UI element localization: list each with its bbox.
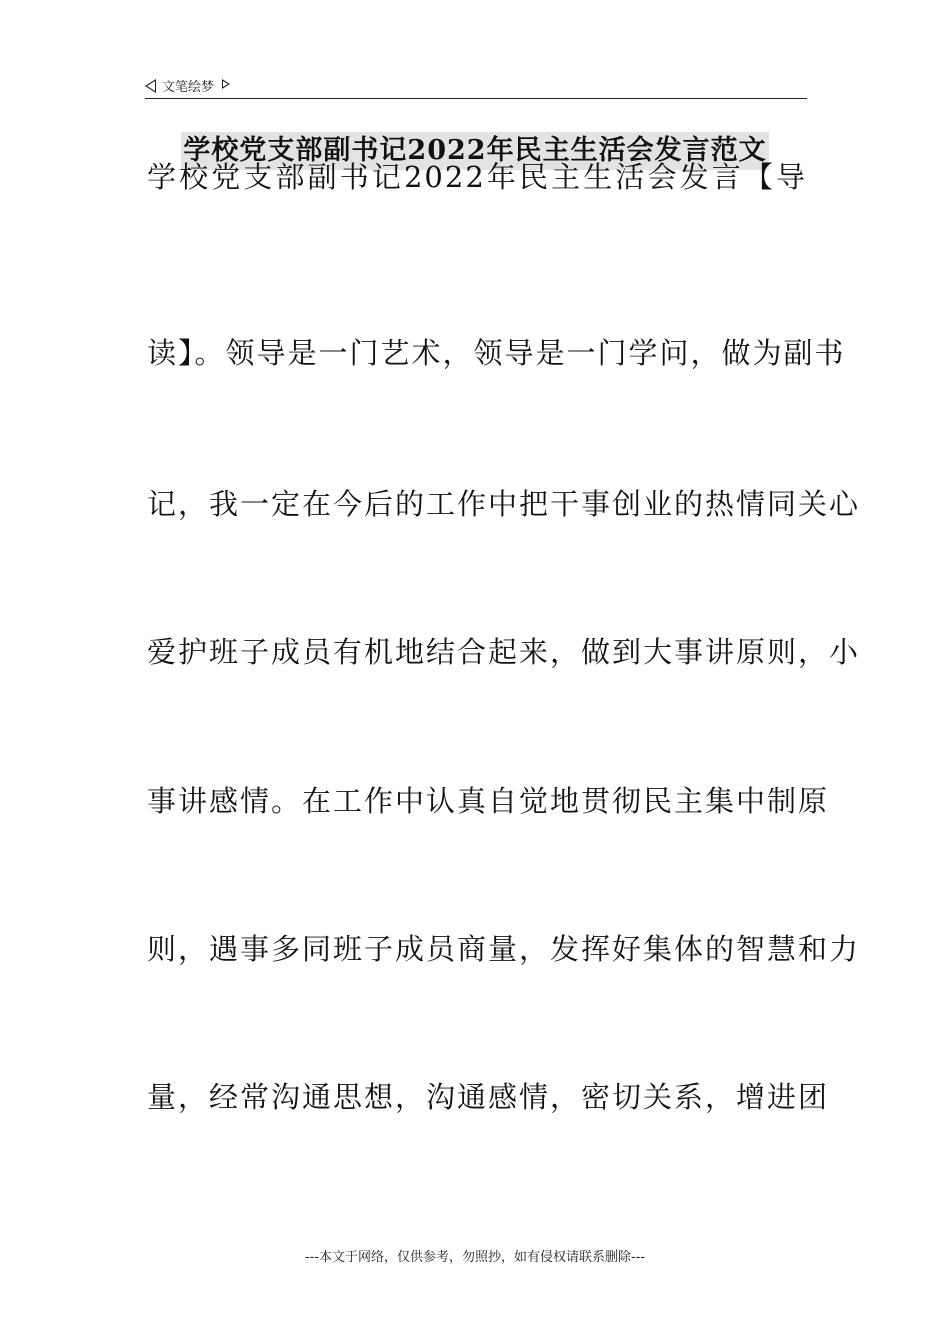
header-brand-group	[145, 76, 230, 95]
page-footer: ---本文于网络，仅供参考，勿照抄，如有侵权请联系删除---	[304, 1250, 646, 1265]
body-line-7: 量，经常沟通思想，沟通感情，密切关系，增进团	[147, 1080, 830, 1114]
body-line-2: 读】。领导是一门艺术，领导是一门学问，做为副书	[147, 336, 846, 370]
page-header	[145, 74, 807, 99]
triangle-left-icon	[145, 79, 156, 93]
body-line-5: 事讲感情。在工作中认真自觉地贯彻民主集中制原	[147, 784, 830, 818]
body-line-1: 学校党支部副书记2022年民主生活会发言【导	[147, 160, 807, 194]
triangle-right-icon	[222, 79, 230, 89]
body-line-6: 则，遇事多同班子成员商量，发挥好集体的智慧和力	[147, 932, 861, 966]
body-line-4: 爱护班子成员有机地结合起来，做到大事讲原则，小	[147, 635, 861, 669]
document-title: 学校党支部副书记2022年民主生活会发言范文	[181, 132, 768, 170]
body-line-3: 记，我一定在今后的工作中把干事创业的热情同关心	[147, 487, 861, 521]
header-brand: 文笔绘梦	[162, 80, 215, 95]
